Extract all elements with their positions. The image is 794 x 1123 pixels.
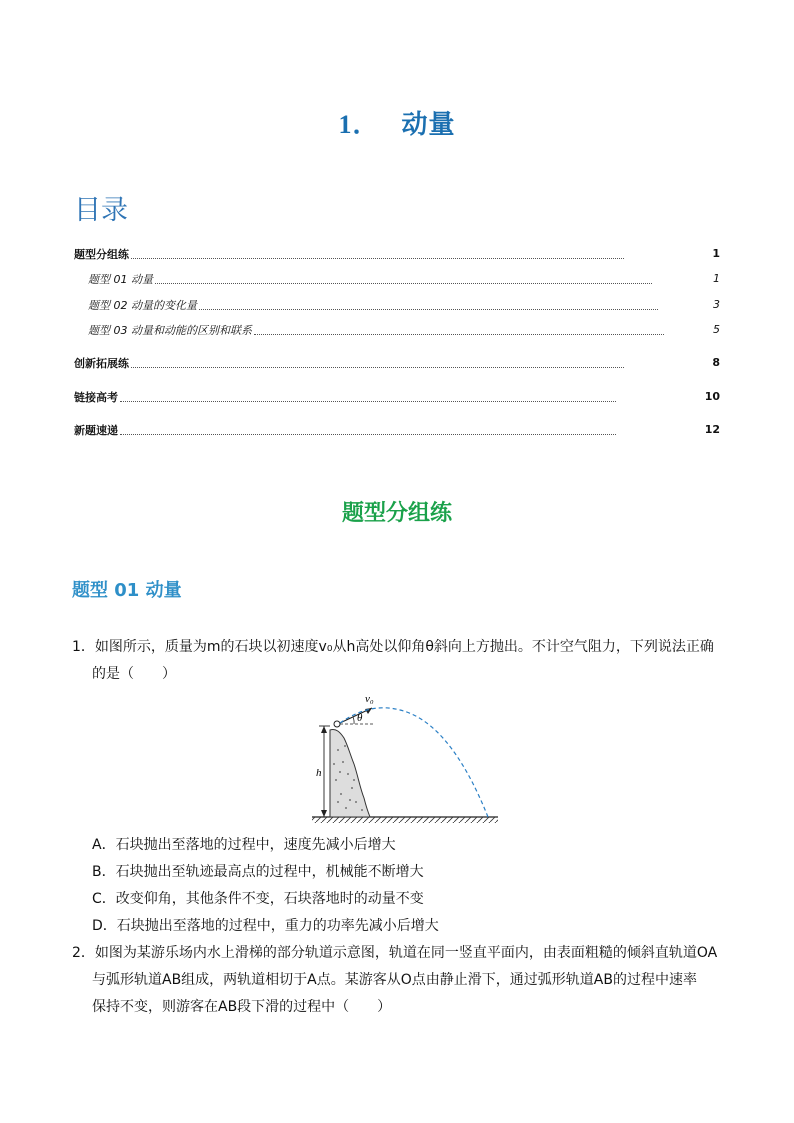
toc-entry-label: 题型 01 动量 bbox=[88, 273, 153, 286]
toc-entry-page: 12 bbox=[704, 423, 720, 436]
toc-entry-label: 新题速递 bbox=[74, 424, 118, 437]
question-2-line-3: 保持不变，则游客在AB段下滑的过程中（ ） bbox=[92, 999, 392, 1015]
toc-entry[interactable] bbox=[88, 271, 654, 287]
title-number: 1． bbox=[338, 110, 380, 139]
option-d: D．石块抛出至落地的过程中，重力的功率先减小后增大 bbox=[92, 918, 439, 934]
toc-entry[interactable] bbox=[88, 322, 666, 338]
toc-entry[interactable] bbox=[74, 246, 626, 262]
question-1-line-1: 1．如图所示，质量为m的石块以初速度v₀从h高处以仰角θ斜向上方抛出。不计空气阻力，下列说法正确 bbox=[72, 639, 714, 655]
toc-entry-page: 5 bbox=[713, 323, 720, 336]
toc-entry-page: 10 bbox=[704, 390, 720, 403]
toc-entry-label: 题型 02 动量的变化量 bbox=[88, 299, 197, 312]
option-a: A．石块抛出至落地的过程中，速度先减小后增大 bbox=[92, 837, 396, 853]
toc-entry-page: 3 bbox=[713, 298, 720, 311]
toc-entry-label: 题型分组练 bbox=[74, 248, 129, 261]
stone bbox=[334, 721, 340, 727]
question-2-line-2: 与弧形轨道AB组成，两轨道相切于A点。某游客从O点由静止滑下，通过弧形轨道AB的过程中速率 bbox=[92, 972, 697, 988]
toc-leader-dots bbox=[120, 400, 616, 402]
option-c: C．改变仰角，其他条件不变，石块落地时的动量不变 bbox=[92, 891, 424, 907]
question-2-line-1: 2．如图为某游乐场内水上滑梯的部分轨道示意图，轨道在同一竖直平面内，由表面粗糙的倾斜直轨道OA bbox=[72, 945, 718, 961]
cliff-shape bbox=[330, 729, 370, 817]
toc-entry-label: 创新拓展练 bbox=[74, 357, 129, 370]
toc-leader-dots bbox=[199, 308, 658, 310]
section-heading: 题型分组练 bbox=[341, 501, 452, 526]
projectile-figure bbox=[310, 690, 500, 830]
ground-hatch bbox=[312, 817, 498, 823]
v0-label: v₀ bbox=[365, 693, 374, 705]
question-2 bbox=[72, 940, 722, 1021]
question-1-line-2: 的是（ ） bbox=[92, 666, 176, 682]
toc-entry-page: 8 bbox=[712, 356, 720, 369]
sub-heading: 题型 01 动量 bbox=[72, 580, 182, 601]
document-title bbox=[0, 104, 794, 141]
h-label: h bbox=[316, 767, 322, 779]
toc-leader-dots bbox=[254, 333, 664, 335]
toc-entry[interactable] bbox=[74, 422, 618, 438]
toc-entry[interactable] bbox=[74, 389, 618, 405]
toc-leader-dots bbox=[131, 257, 624, 259]
toc-entry-label: 题型 03 动量和动能的区别和联系 bbox=[88, 324, 252, 337]
toc-entry[interactable] bbox=[88, 297, 660, 313]
toc-entry-label: 链接高考 bbox=[74, 391, 118, 404]
question-1 bbox=[72, 634, 722, 688]
toc-leader-dots bbox=[155, 282, 652, 284]
option-b: B．石块抛出至轨迹最高点的过程中，机械能不断增大 bbox=[92, 864, 424, 880]
toc-entry[interactable] bbox=[74, 355, 626, 371]
theta-label: θ bbox=[357, 712, 363, 724]
toc-heading: 目录 bbox=[74, 195, 128, 226]
toc-entry-page: 1 bbox=[713, 272, 720, 285]
toc-leader-dots bbox=[131, 366, 624, 368]
toc-leader-dots bbox=[120, 433, 616, 435]
title-text: 动量 bbox=[401, 110, 456, 140]
toc-entry-page: 1 bbox=[712, 247, 720, 260]
